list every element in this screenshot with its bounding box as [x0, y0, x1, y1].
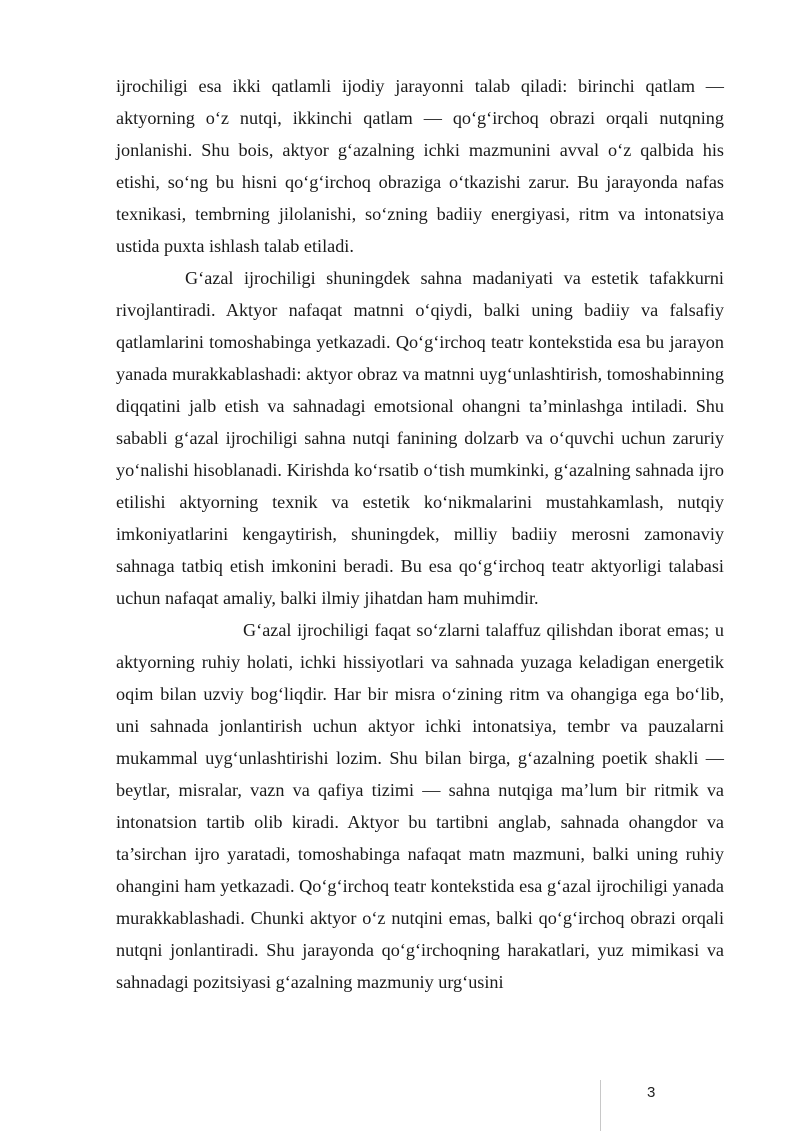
footer-divider	[600, 1080, 601, 1131]
paragraph-2: G‘azal ijrochiligi shuningdek sahna madaniyati va estetik tafakkurni rivojlantiradi. Aktyor nafaqat matnni o‘qiydi, balki uning badiiy va falsafiy qatlamlarini tomoshabinga yetkazadi. Qo‘g‘irchoq teatr kontekstida esa bu jarayon yanada murakkablashadi: aktyor obraz va matnni uyg‘unlashtirish, tomoshabinning diqqatini jalb etish va sahnadagi emotsional ohangni ta’minlashga intiladi. Shu sababli g‘azal ijrochiligi sahna nutqi fanining dolzarb va o‘quvchi uchun zaruriy yo‘nalishi hisoblanadi. Kirishda ko‘rsatib o‘tish mumkinki, g‘azalning sahnada ijro etilishi aktyorning texnik va estetik ko‘nikmalarini mustahkamlash, nutqiy imkoniyatlarini kengaytirish, shuningdek, milliy badiiy merosni zamonaviy sahnaga tatbiq etish imkonini beradi. Bu esa qo‘g‘irchoq teatr aktyorligi talabasi uchun nafaqat amaliy, balki ilmiy jihatdan ham muhimdir.	[116, 268, 724, 608]
page-number: 3	[647, 1084, 656, 1101]
paragraph-1: ijrochiligi esa ikki qatlamli ijodiy jarayonni talab qiladi: birinchi qatlam — aktyorning o‘z nutqi, ikkinchi qatlam — qo‘g‘irchoq obrazi orqali nutqning jonlanishi. Shu bois, aktyor g‘azalning ichki mazmunini avval o‘z qalbida his etishi, so‘ng bu hisni qo‘g‘irchoq obraziga o‘tkazishi zarur. Bu jarayonda nafas texnikasi, tembrning jilolanishi, so‘zning badiiy energiyasi, ritm va intonatsiya ustida puxta ishlash talab etiladi.	[116, 76, 724, 256]
page-footer	[598, 1080, 718, 1131]
paragraph-3: G‘azal ijrochiligi faqat so‘zlarni talaffuz qilishdan iborat emas; u aktyorning ruhiy holati, ichki hissiyotlari va sahnada yuzaga keladigan energetik oqim bilan uzviy bog‘liqdir. Har bir misra o‘zining ritm va ohangiga ega bo‘lib, uni sahnada jonlantirish uchun aktyor ichki intonatsiya, tembr va pauzalarni mukammal uyg‘unlashtirishi lozim. Shu bilan birga, g‘azalning poetik shakli — beytlar, misralar, vazn va qafiya tizimi — sahna nutqiga ma’lum bir ritmik va intonatsion tartib olib kiradi. Aktyor bu tartibni anglab, sahnada ohangdor va ta’sirchan ijro yaratadi, tomoshabinga nafaqat matn mazmuni, balki uning ruhiy ohangini ham yetkazadi. Qo‘g‘irchoq teatr kontekstida esa g‘azal ijrochiligi yanada murakkablashadi. Chunki aktyor o‘z nutqini emas, balki qo‘g‘irchoq obrazi orqali nutqni jonlantiradi. Shu jarayonda qo‘g‘irchoqning harakatlari, yuz mimikasi va sahnadagi pozitsiyasi g‘azalning mazmuniy urg‘usini	[116, 620, 724, 992]
document-body	[116, 70, 724, 998]
